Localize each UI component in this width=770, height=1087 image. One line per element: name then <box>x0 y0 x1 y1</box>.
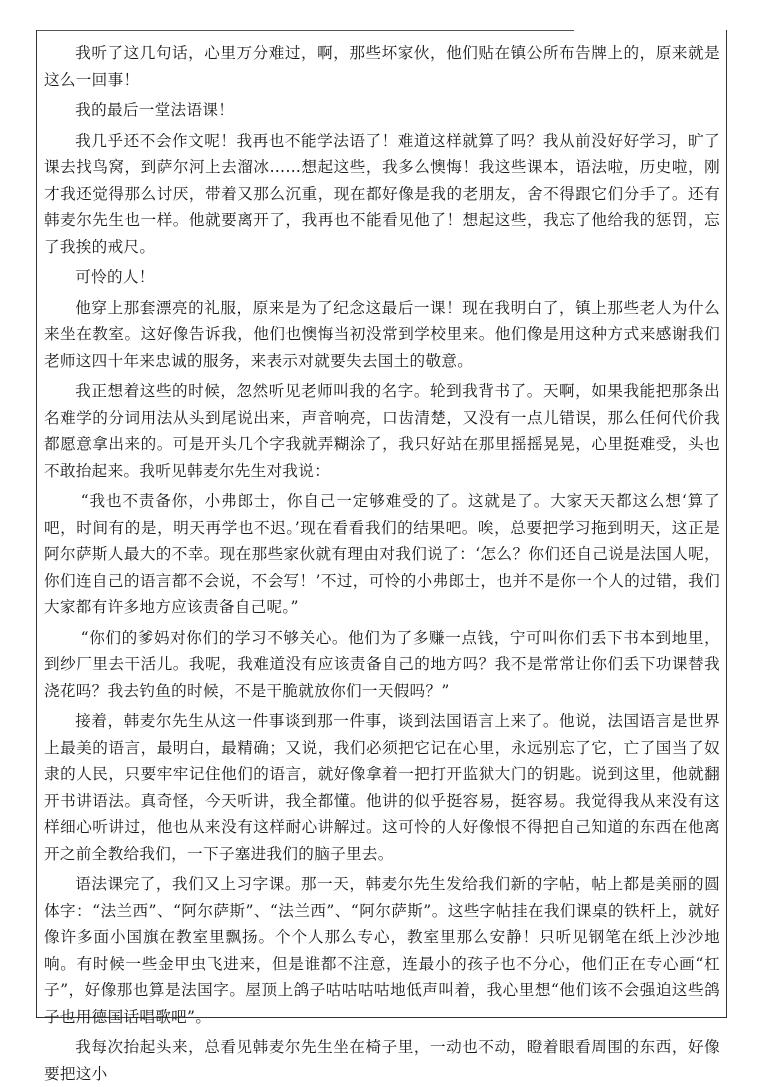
paragraph-7-quote: “我也不责备你，小弗郎士，你自己一定够难受的了。这就是了。大家天天都这么想‘算了吧，时间有的是，明天再学也不迟。’现在看看我们的结果吧。唉，总要把学习拖到明天，这正是阿尔萨斯人最大的不幸。现在那些家伙就有理由对我们说了：‘怎么？你们还自己说是法国人呢，你们连自己的语言都不会说，不会写！’不过，可怜的小弗郎士，也并不是你一个人的过错，我们大家都有许多地方应该责备自己呢。” <box>44 492 720 616</box>
paragraph-2: 我的最后一堂法语课！ <box>75 101 235 119</box>
paragraph-8-quote: “你们的爹妈对你们的学习不够关心。他们为了多赚一点钱，宁可叫你们丢下书本到地里，到纱厂里去干活儿。我呢，我难道没有应该责备自己的地方吗？我不是常常让你们丢下功课替我浇花吗？我去钓鱼的时候，不是干脆就放你们一天假吗？” <box>44 628 720 700</box>
paragraph-1: 我听了这几句话，心里万分难过，啊，那些坏家伙，他们贴在镇公所布告牌上的，原来就是这么一回事！ <box>44 44 720 89</box>
document-body <box>44 40 720 1083</box>
paragraph-9: 接着，韩麦尔先生从这一件事谈到那一件事，谈到法国语言上来了。他说，法国语言是世界上最美的语言，最明白，最精确；又说，我们必须把它记在心里，永远别忘了它，亡了国当了奴隶的人民，只要牢牢记住他们的语言，就好像拿着一把打开监狱大门的钥匙。说到这里，他就翻开书讲语法。真奇怪，今天听讲，我全都懂。他讲的似乎挺容易，挺容易。我觉得我从来没有这样细心听讲过，他也从来没有这样耐心讲解过。这可怜的人好像恨不得把自己知道的东西在他离开之前全教给我们，一下子塞进我们的脑子里去。 <box>44 712 720 863</box>
paragraph-3: 我几乎还不会作文呢！我再也不能学法语了！难道这样就算了吗？我从前没好好学习，旷了课去找鸟窝，到萨尔河上去溜冰……想起这些，我多么懊悔！我这些课本，语法啦，历史啦，刚才我还觉得那么讨厌，带着又那么沉重，现在都好像是我的老朋友，舍不得跟它们分手了。还有韩麦尔先生也一样。他就要离开了，我再也不能看见他了！想起这些，我忘了他给我的惩罚，忘了我挨的戒尺。 <box>44 131 720 256</box>
paragraph-5: 他穿上那套漂亮的礼服，原来是为了纪念这最后一课！现在我明白了，镇上那些老人为什么来坐在教室。这好像告诉我，他们也懊悔当初没常到学校里来。他们像是用这种方式来感谢我们老师这四十年来忠诚的服务，来表示对就要失去国土的敬意。 <box>44 298 720 370</box>
paragraph-6: 我正想着这些的时候，忽然听见老师叫我的名字。轮到我背书了。天啊，如果我能把那条出名难学的分词用法从头到尾说出来，声音响亮，口齿清楚，又没有一点儿错误，那么任何代价我都愿意拿出来的。可是开头几个字我就弄糊涂了，我只好站在那里摇摇晃晃，心里挺难受，头也不敢抬起来。我听见韩麦尔先生对我说： <box>44 382 720 480</box>
paragraph-10: 语法课完了，我们又上习字课。那一天，韩麦尔先生发给我们新的字帖，帖上都是美丽的圆体字：“法兰西”、“阿尔萨斯”、“法兰西”、“阿尔萨斯”。这些字帖挂在我们课桌的铁杆上，就好像许多面小国旗在教室里飘扬。个个人那么专心，教室里那么安静！只听见钢笔在纸上沙沙地响。有时候一些金甲虫飞进来，但是谁都不注意，连最小的孩子也不分心，他们正在专心画“杠子”，好像那也算是法国字。屋顶上鸽子咕咕咕咕地低声叫着，我心里想“他们该不会强迫这些鸽子也用德国话唱歌吧”。 <box>44 875 720 1026</box>
paragraph-4: 可怜的人！ <box>75 268 155 286</box>
paragraph-11: 我每次抬起头来，总看见韩麦尔先生坐在椅子里，一动也不动，瞪着眼看周围的东西，好像要把这小 <box>44 1038 720 1083</box>
